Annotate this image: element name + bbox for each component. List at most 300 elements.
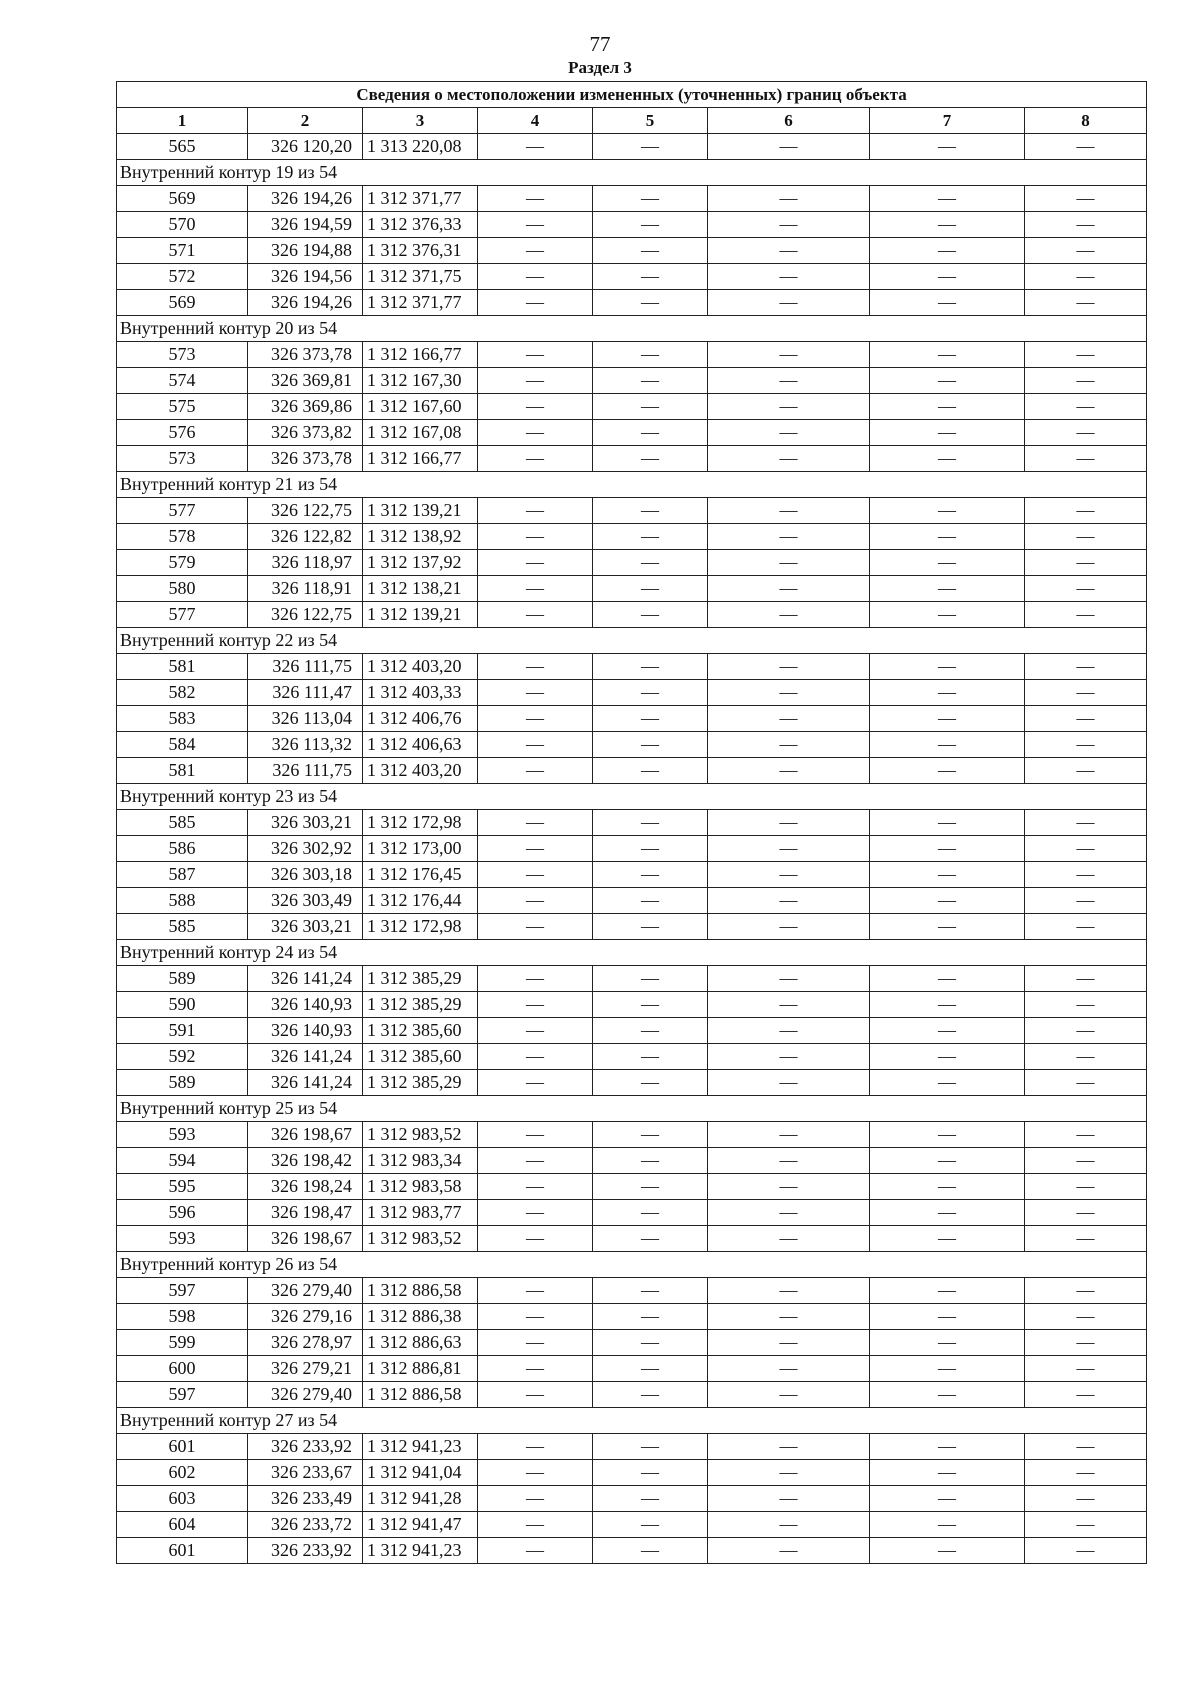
point-number-cell: 589 [117, 966, 248, 992]
empty-mark-cell: — [478, 1148, 593, 1174]
y-coordinate-cell: 1 312 385,60 [363, 1018, 478, 1044]
table-row [117, 212, 1147, 238]
table-row [117, 1278, 1147, 1304]
empty-mark-cell: — [593, 1070, 708, 1096]
x-coordinate-cell: 326 141,24 [248, 1070, 363, 1096]
empty-mark-cell: — [708, 602, 870, 628]
y-coordinate-cell: 1 312 406,76 [363, 706, 478, 732]
empty-mark-cell: — [708, 1304, 870, 1330]
table-row [117, 810, 1147, 836]
x-coordinate-cell: 326 194,88 [248, 238, 363, 264]
point-number-cell: 581 [117, 654, 248, 680]
empty-mark-cell: — [593, 862, 708, 888]
table-row [117, 134, 1147, 160]
x-coordinate-cell: 326 111,75 [248, 758, 363, 784]
x-coordinate-cell: 326 122,75 [248, 602, 363, 628]
empty-mark-cell: — [593, 1018, 708, 1044]
empty-mark-cell: — [708, 264, 870, 290]
empty-mark-cell: — [593, 1148, 708, 1174]
contour-header-row [117, 1252, 1147, 1278]
empty-mark-cell: — [593, 1356, 708, 1382]
y-coordinate-cell: 1 312 385,29 [363, 1070, 478, 1096]
empty-mark-cell: — [593, 1044, 708, 1070]
empty-mark-cell: — [708, 446, 870, 472]
empty-mark-cell: — [870, 1356, 1025, 1382]
point-number-cell: 594 [117, 1148, 248, 1174]
point-number-cell: 571 [117, 238, 248, 264]
y-coordinate-cell: 1 312 385,60 [363, 1044, 478, 1070]
empty-mark-cell: — [870, 706, 1025, 732]
empty-mark-cell: — [870, 992, 1025, 1018]
empty-mark-cell: — [870, 342, 1025, 368]
empty-mark-cell: — [478, 1356, 593, 1382]
table-row [117, 342, 1147, 368]
table-row [117, 992, 1147, 1018]
empty-mark-cell: — [1025, 1382, 1147, 1408]
y-coordinate-cell: 1 312 983,34 [363, 1148, 478, 1174]
empty-mark-cell: — [1025, 550, 1147, 576]
y-coordinate-cell: 1 312 376,31 [363, 238, 478, 264]
empty-mark-cell: — [708, 888, 870, 914]
point-number-cell: 576 [117, 420, 248, 446]
x-coordinate-cell: 326 111,47 [248, 680, 363, 706]
empty-mark-cell: — [1025, 914, 1147, 940]
empty-mark-cell: — [593, 1278, 708, 1304]
empty-mark-cell: — [478, 706, 593, 732]
contour-header-row [117, 160, 1147, 186]
contour-label: Внутренний контур 21 из 54 [117, 472, 1147, 498]
section-title: Раздел 3 [568, 58, 632, 77]
empty-mark-cell: — [708, 914, 870, 940]
point-number-cell: 570 [117, 212, 248, 238]
x-coordinate-cell: 326 369,81 [248, 368, 363, 394]
y-coordinate-cell: 1 312 983,52 [363, 1122, 478, 1148]
empty-mark-cell: — [708, 810, 870, 836]
empty-mark-cell: — [593, 1122, 708, 1148]
empty-mark-cell: — [1025, 836, 1147, 862]
contour-label: Внутренний контур 25 из 54 [117, 1096, 1147, 1122]
empty-mark-cell: — [478, 1460, 593, 1486]
empty-mark-cell: — [478, 654, 593, 680]
empty-mark-cell: — [870, 914, 1025, 940]
point-number-cell: 600 [117, 1356, 248, 1382]
empty-mark-cell: — [870, 1200, 1025, 1226]
x-coordinate-cell: 326 141,24 [248, 966, 363, 992]
x-coordinate-cell: 326 279,16 [248, 1304, 363, 1330]
empty-mark-cell: — [1025, 186, 1147, 212]
empty-mark-cell: — [478, 1382, 593, 1408]
y-coordinate-cell: 1 312 403,20 [363, 758, 478, 784]
empty-mark-cell: — [593, 186, 708, 212]
table-row [117, 758, 1147, 784]
empty-mark-cell: — [478, 1044, 593, 1070]
empty-mark-cell: — [870, 1174, 1025, 1200]
empty-mark-cell: — [478, 446, 593, 472]
empty-mark-cell: — [708, 368, 870, 394]
empty-mark-cell: — [478, 1330, 593, 1356]
empty-mark-cell: — [1025, 290, 1147, 316]
y-coordinate-cell: 1 312 983,52 [363, 1226, 478, 1252]
contour-label: Внутренний контур 20 из 54 [117, 316, 1147, 342]
empty-mark-cell: — [708, 524, 870, 550]
empty-mark-cell: — [1025, 1044, 1147, 1070]
contour-header-row [117, 628, 1147, 654]
empty-mark-cell: — [478, 290, 593, 316]
y-coordinate-cell: 1 312 167,60 [363, 394, 478, 420]
y-coordinate-cell: 1 312 886,58 [363, 1382, 478, 1408]
empty-mark-cell: — [1025, 498, 1147, 524]
point-number-cell: 569 [117, 186, 248, 212]
y-coordinate-cell: 1 312 376,33 [363, 212, 478, 238]
empty-mark-cell: — [1025, 1486, 1147, 1512]
empty-mark-cell: — [708, 1018, 870, 1044]
empty-mark-cell: — [478, 1200, 593, 1226]
contour-header-row [117, 1408, 1147, 1434]
empty-mark-cell: — [1025, 238, 1147, 264]
contour-header-row [117, 940, 1147, 966]
table-row [117, 654, 1147, 680]
contour-header-row [117, 784, 1147, 810]
table-row [117, 836, 1147, 862]
empty-mark-cell: — [1025, 1330, 1147, 1356]
table-row [117, 1226, 1147, 1252]
empty-mark-cell: — [708, 1538, 870, 1564]
empty-mark-cell: — [1025, 1304, 1147, 1330]
empty-mark-cell: — [593, 706, 708, 732]
x-coordinate-cell: 326 233,72 [248, 1512, 363, 1538]
empty-mark-cell: — [478, 1122, 593, 1148]
empty-mark-cell: — [708, 498, 870, 524]
empty-mark-cell: — [593, 498, 708, 524]
empty-mark-cell: — [870, 1018, 1025, 1044]
empty-mark-cell: — [870, 758, 1025, 784]
y-coordinate-cell: 1 312 941,23 [363, 1434, 478, 1460]
empty-mark-cell: — [870, 1512, 1025, 1538]
table-row [117, 290, 1147, 316]
table-row [117, 888, 1147, 914]
empty-mark-cell: — [593, 1226, 708, 1252]
y-coordinate-cell: 1 312 138,21 [363, 576, 478, 602]
x-coordinate-cell: 326 113,32 [248, 732, 363, 758]
x-coordinate-cell: 326 194,26 [248, 186, 363, 212]
empty-mark-cell: — [478, 1538, 593, 1564]
empty-mark-cell: — [870, 966, 1025, 992]
point-number-cell: 593 [117, 1226, 248, 1252]
column-number: 2 [248, 108, 363, 134]
table-body [117, 82, 1147, 1564]
empty-mark-cell: — [478, 836, 593, 862]
point-number-cell: 573 [117, 446, 248, 472]
empty-mark-cell: — [1025, 1122, 1147, 1148]
empty-mark-cell: — [870, 810, 1025, 836]
empty-mark-cell: — [1025, 446, 1147, 472]
empty-mark-cell: — [1025, 758, 1147, 784]
table-row [117, 1070, 1147, 1096]
contour-header-row [117, 316, 1147, 342]
x-coordinate-cell: 326 198,24 [248, 1174, 363, 1200]
x-coordinate-cell: 326 113,04 [248, 706, 363, 732]
x-coordinate-cell: 326 194,56 [248, 264, 363, 290]
empty-mark-cell: — [870, 1278, 1025, 1304]
y-coordinate-cell: 1 312 172,98 [363, 810, 478, 836]
empty-mark-cell: — [870, 888, 1025, 914]
empty-mark-cell: — [708, 1460, 870, 1486]
empty-mark-cell: — [593, 914, 708, 940]
y-coordinate-cell: 1 312 166,77 [363, 342, 478, 368]
point-number-cell: 583 [117, 706, 248, 732]
empty-mark-cell: — [1025, 1356, 1147, 1382]
empty-mark-cell: — [593, 1434, 708, 1460]
empty-mark-cell: — [478, 914, 593, 940]
empty-mark-cell: — [1025, 1226, 1147, 1252]
empty-mark-cell: — [1025, 602, 1147, 628]
empty-mark-cell: — [1025, 576, 1147, 602]
empty-mark-cell: — [870, 1486, 1025, 1512]
empty-mark-cell: — [593, 1330, 708, 1356]
empty-mark-cell: — [870, 1382, 1025, 1408]
empty-mark-cell: — [593, 966, 708, 992]
point-number-cell: 596 [117, 1200, 248, 1226]
empty-mark-cell: — [708, 212, 870, 238]
point-number-cell: 585 [117, 810, 248, 836]
empty-mark-cell: — [708, 966, 870, 992]
column-number-row [117, 108, 1147, 134]
empty-mark-cell: — [478, 1278, 593, 1304]
y-coordinate-cell: 1 312 176,45 [363, 862, 478, 888]
x-coordinate-cell: 326 194,26 [248, 290, 363, 316]
point-number-cell: 573 [117, 342, 248, 368]
empty-mark-cell: — [593, 1538, 708, 1564]
empty-mark-cell: — [593, 264, 708, 290]
empty-mark-cell: — [1025, 342, 1147, 368]
empty-mark-cell: — [708, 1148, 870, 1174]
empty-mark-cell: — [708, 394, 870, 420]
table-row [117, 602, 1147, 628]
empty-mark-cell: — [478, 264, 593, 290]
empty-mark-cell: — [593, 238, 708, 264]
column-number: 3 [363, 108, 478, 134]
x-coordinate-cell: 326 120,20 [248, 134, 363, 160]
empty-mark-cell: — [1025, 654, 1147, 680]
empty-mark-cell: — [870, 654, 1025, 680]
empty-mark-cell: — [708, 1512, 870, 1538]
table-row [117, 186, 1147, 212]
empty-mark-cell: — [478, 732, 593, 758]
empty-mark-cell: — [708, 576, 870, 602]
point-number-cell: 597 [117, 1278, 248, 1304]
empty-mark-cell: — [708, 862, 870, 888]
table-row [117, 394, 1147, 420]
empty-mark-cell: — [870, 238, 1025, 264]
empty-mark-cell: — [593, 732, 708, 758]
table-row [117, 680, 1147, 706]
table-row [117, 498, 1147, 524]
x-coordinate-cell: 326 118,91 [248, 576, 363, 602]
empty-mark-cell: — [1025, 264, 1147, 290]
empty-mark-cell: — [870, 1434, 1025, 1460]
contour-label: Внутренний контур 22 из 54 [117, 628, 1147, 654]
contour-header-row [117, 472, 1147, 498]
empty-mark-cell: — [870, 420, 1025, 446]
table-row [117, 238, 1147, 264]
table-caption: Сведения о местоположении измененных (уточненных) границ объекта [117, 82, 1147, 108]
table-row [117, 264, 1147, 290]
x-coordinate-cell: 326 141,24 [248, 1044, 363, 1070]
point-number-cell: 581 [117, 758, 248, 784]
table-row [117, 1304, 1147, 1330]
contour-label: Внутренний контур 23 из 54 [117, 784, 1147, 810]
empty-mark-cell: — [593, 1460, 708, 1486]
empty-mark-cell: — [1025, 212, 1147, 238]
empty-mark-cell: — [478, 1304, 593, 1330]
point-number-cell: 572 [117, 264, 248, 290]
empty-mark-cell: — [478, 238, 593, 264]
empty-mark-cell: — [593, 1486, 708, 1512]
table-row [117, 1382, 1147, 1408]
empty-mark-cell: — [1025, 862, 1147, 888]
empty-mark-cell: — [478, 524, 593, 550]
point-number-cell: 574 [117, 368, 248, 394]
point-number-cell: 598 [117, 1304, 248, 1330]
empty-mark-cell: — [1025, 810, 1147, 836]
point-number-cell: 595 [117, 1174, 248, 1200]
table-row [117, 732, 1147, 758]
y-coordinate-cell: 1 312 886,58 [363, 1278, 478, 1304]
y-coordinate-cell: 1 312 403,33 [363, 680, 478, 706]
empty-mark-cell: — [870, 602, 1025, 628]
point-number-cell: 597 [117, 1382, 248, 1408]
empty-mark-cell: — [870, 524, 1025, 550]
empty-mark-cell: — [478, 758, 593, 784]
empty-mark-cell: — [593, 1382, 708, 1408]
point-number-cell: 586 [117, 836, 248, 862]
empty-mark-cell: — [870, 1304, 1025, 1330]
empty-mark-cell: — [593, 680, 708, 706]
empty-mark-cell: — [708, 1070, 870, 1096]
y-coordinate-cell: 1 312 983,77 [363, 1200, 478, 1226]
empty-mark-cell: — [708, 680, 870, 706]
empty-mark-cell: — [593, 420, 708, 446]
contour-label: Внутренний контур 27 из 54 [117, 1408, 1147, 1434]
y-coordinate-cell: 1 312 167,30 [363, 368, 478, 394]
table-row [117, 1356, 1147, 1382]
empty-mark-cell: — [593, 212, 708, 238]
empty-mark-cell: — [870, 290, 1025, 316]
empty-mark-cell: — [1025, 1434, 1147, 1460]
empty-mark-cell: — [478, 966, 593, 992]
column-number: 6 [708, 108, 870, 134]
y-coordinate-cell: 1 312 139,21 [363, 602, 478, 628]
x-coordinate-cell: 326 303,21 [248, 810, 363, 836]
empty-mark-cell: — [478, 550, 593, 576]
table-row [117, 862, 1147, 888]
table-row [117, 1122, 1147, 1148]
table-row [117, 550, 1147, 576]
empty-mark-cell: — [478, 134, 593, 160]
point-number-cell: 577 [117, 498, 248, 524]
y-coordinate-cell: 1 312 941,28 [363, 1486, 478, 1512]
x-coordinate-cell: 326 233,92 [248, 1538, 363, 1564]
empty-mark-cell: — [593, 836, 708, 862]
x-coordinate-cell: 326 122,82 [248, 524, 363, 550]
x-coordinate-cell: 326 140,93 [248, 992, 363, 1018]
y-coordinate-cell: 1 312 406,63 [363, 732, 478, 758]
empty-mark-cell: — [593, 576, 708, 602]
empty-mark-cell: — [478, 1486, 593, 1512]
y-coordinate-cell: 1 312 172,98 [363, 914, 478, 940]
empty-mark-cell: — [1025, 680, 1147, 706]
empty-mark-cell: — [708, 134, 870, 160]
x-coordinate-cell: 326 373,78 [248, 446, 363, 472]
y-coordinate-cell: 1 312 886,38 [363, 1304, 478, 1330]
y-coordinate-cell: 1 312 138,92 [363, 524, 478, 550]
empty-mark-cell: — [478, 1434, 593, 1460]
empty-mark-cell: — [593, 1200, 708, 1226]
x-coordinate-cell: 326 194,59 [248, 212, 363, 238]
empty-mark-cell: — [1025, 888, 1147, 914]
empty-mark-cell: — [708, 1434, 870, 1460]
empty-mark-cell: — [1025, 368, 1147, 394]
point-number-cell: 588 [117, 888, 248, 914]
y-coordinate-cell: 1 312 371,77 [363, 290, 478, 316]
y-coordinate-cell: 1 312 983,58 [363, 1174, 478, 1200]
empty-mark-cell: — [478, 602, 593, 628]
contour-label: Внутренний контур 24 из 54 [117, 940, 1147, 966]
contour-label: Внутренний контур 19 из 54 [117, 160, 1147, 186]
empty-mark-cell: — [870, 1148, 1025, 1174]
y-coordinate-cell: 1 312 139,21 [363, 498, 478, 524]
empty-mark-cell: — [708, 706, 870, 732]
empty-mark-cell: — [593, 602, 708, 628]
y-coordinate-cell: 1 312 941,47 [363, 1512, 478, 1538]
empty-mark-cell: — [478, 186, 593, 212]
x-coordinate-cell: 326 111,75 [248, 654, 363, 680]
y-coordinate-cell: 1 312 941,04 [363, 1460, 478, 1486]
table-row [117, 1148, 1147, 1174]
empty-mark-cell: — [870, 186, 1025, 212]
empty-mark-cell: — [870, 1538, 1025, 1564]
caption-row [117, 82, 1147, 108]
empty-mark-cell: — [593, 550, 708, 576]
column-number: 4 [478, 108, 593, 134]
point-number-cell: 601 [117, 1538, 248, 1564]
table-row [117, 1174, 1147, 1200]
point-number-cell: 599 [117, 1330, 248, 1356]
point-number-cell: 601 [117, 1434, 248, 1460]
y-coordinate-cell: 1 312 371,77 [363, 186, 478, 212]
empty-mark-cell: — [478, 498, 593, 524]
empty-mark-cell: — [708, 836, 870, 862]
page-number: 77 [589, 32, 611, 56]
x-coordinate-cell: 326 233,67 [248, 1460, 363, 1486]
y-coordinate-cell: 1 312 166,77 [363, 446, 478, 472]
empty-mark-cell: — [708, 1486, 870, 1512]
empty-mark-cell: — [870, 550, 1025, 576]
empty-mark-cell: — [593, 368, 708, 394]
empty-mark-cell: — [870, 212, 1025, 238]
empty-mark-cell: — [870, 862, 1025, 888]
y-coordinate-cell: 1 312 173,00 [363, 836, 478, 862]
y-coordinate-cell: 1 312 137,92 [363, 550, 478, 576]
empty-mark-cell: — [708, 550, 870, 576]
empty-mark-cell: — [870, 264, 1025, 290]
table-row [117, 524, 1147, 550]
y-coordinate-cell: 1 312 385,29 [363, 966, 478, 992]
x-coordinate-cell: 326 233,49 [248, 1486, 363, 1512]
point-number-cell: 603 [117, 1486, 248, 1512]
y-coordinate-cell: 1 312 371,75 [363, 264, 478, 290]
empty-mark-cell: — [1025, 1512, 1147, 1538]
